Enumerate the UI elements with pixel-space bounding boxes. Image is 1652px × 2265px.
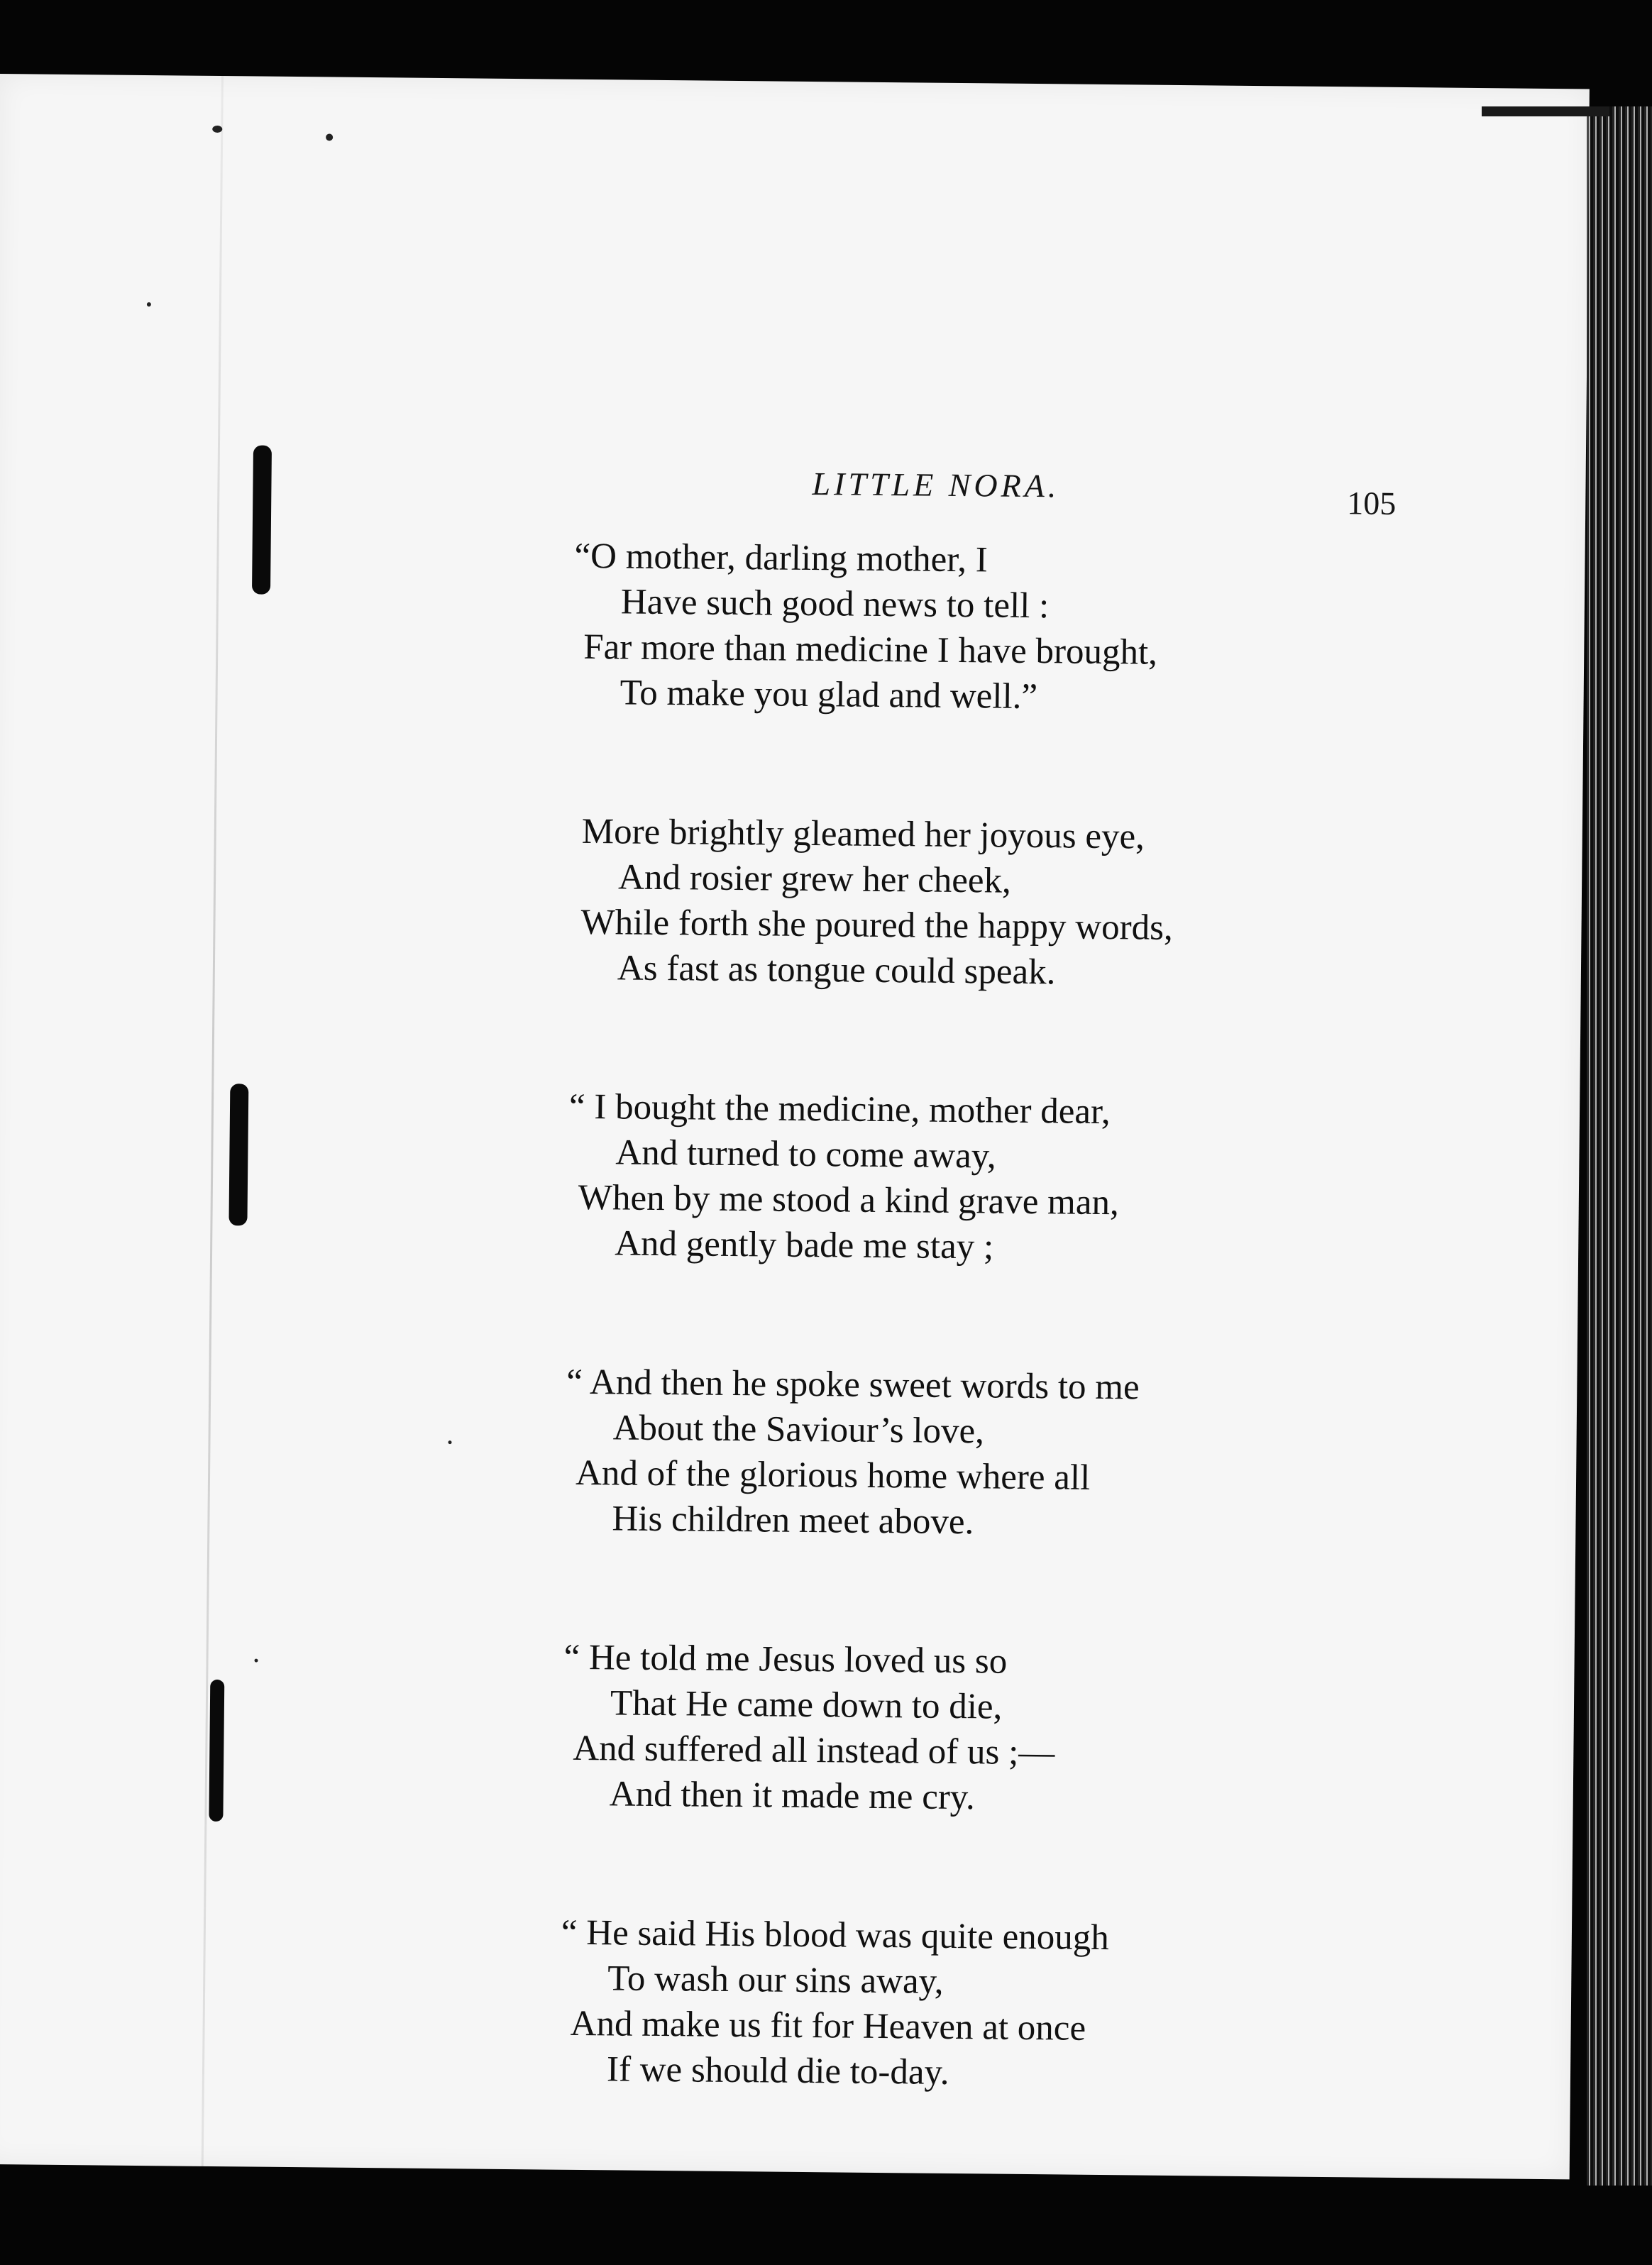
running-head: LITTLE NORA.	[812, 465, 1060, 505]
poem-line: And suffered all instead of us ;—	[573, 1728, 1055, 1773]
poem-line: And then it made me cry.	[609, 1774, 976, 1818]
poem-line: “ He told me Jesus loved us so	[563, 1637, 1008, 1682]
poem-line: “ I bought the medicine, mother dear,	[568, 1086, 1111, 1132]
page-number: 105	[1347, 485, 1397, 522]
poem-line: And rosier grew her cheek,	[617, 857, 1012, 901]
poem-line: “ And then he spoke sweet words to me	[566, 1362, 1140, 1408]
page-speck	[255, 1659, 258, 1663]
poem-line: And of the glorious home where all	[575, 1453, 1091, 1498]
poem-line: And make us fit for Heaven at once	[570, 2003, 1086, 2049]
poem-line: If we should die to-day.	[606, 2049, 949, 2093]
poem-line: That He came down to die,	[610, 1683, 1003, 1727]
page-speck	[448, 1440, 451, 1444]
poem-line: “O mother, darling mother, I	[574, 536, 989, 580]
binding-stitch-mark	[252, 445, 272, 594]
binding-stitch-mark	[228, 1084, 248, 1225]
binding-stitch-mark	[209, 1680, 224, 1822]
stanza-1	[574, 534, 1294, 722]
page-speck	[147, 302, 151, 307]
page-stack-edge	[1587, 106, 1652, 2186]
stanza-2	[580, 809, 1292, 998]
poem-line: More brightly gleamed her joyous eye,	[581, 811, 1145, 857]
poem-line: To make you glad and well.”	[620, 673, 1038, 717]
book-page	[0, 74, 1590, 2179]
stanza-5	[563, 1635, 1283, 1824]
poem-line: About the Saviour’s love,	[612, 1408, 985, 1452]
poem-line: While forth she poured the happy words,	[580, 902, 1174, 948]
poem-line: His children meet above.	[612, 1499, 974, 1543]
poem-line: Have such good news to tell :	[620, 582, 1050, 627]
poem-line: To wash our sins away,	[607, 1958, 944, 2002]
stanza-3	[568, 1084, 1289, 1273]
stanza-6	[561, 1910, 1281, 2099]
poem-line: Far more than medicine I have brought,	[583, 627, 1158, 673]
poem-body	[561, 534, 1294, 2192]
poem-line: When by me stood a kind grave man,	[578, 1177, 1120, 1223]
stanza-4	[566, 1360, 1286, 1548]
poem-line: As fast as tongue could speak.	[617, 948, 1056, 993]
gutter-fold	[202, 76, 224, 2166]
poem-line: And turned to come away,	[615, 1132, 996, 1176]
page-speck	[212, 126, 222, 133]
page-speck	[326, 133, 333, 140]
poem-line: And gently bade me stay ;	[614, 1223, 994, 1267]
poem-line: “ He said His blood was quite enough	[561, 1912, 1110, 1958]
page-stack-top	[1482, 106, 1609, 116]
